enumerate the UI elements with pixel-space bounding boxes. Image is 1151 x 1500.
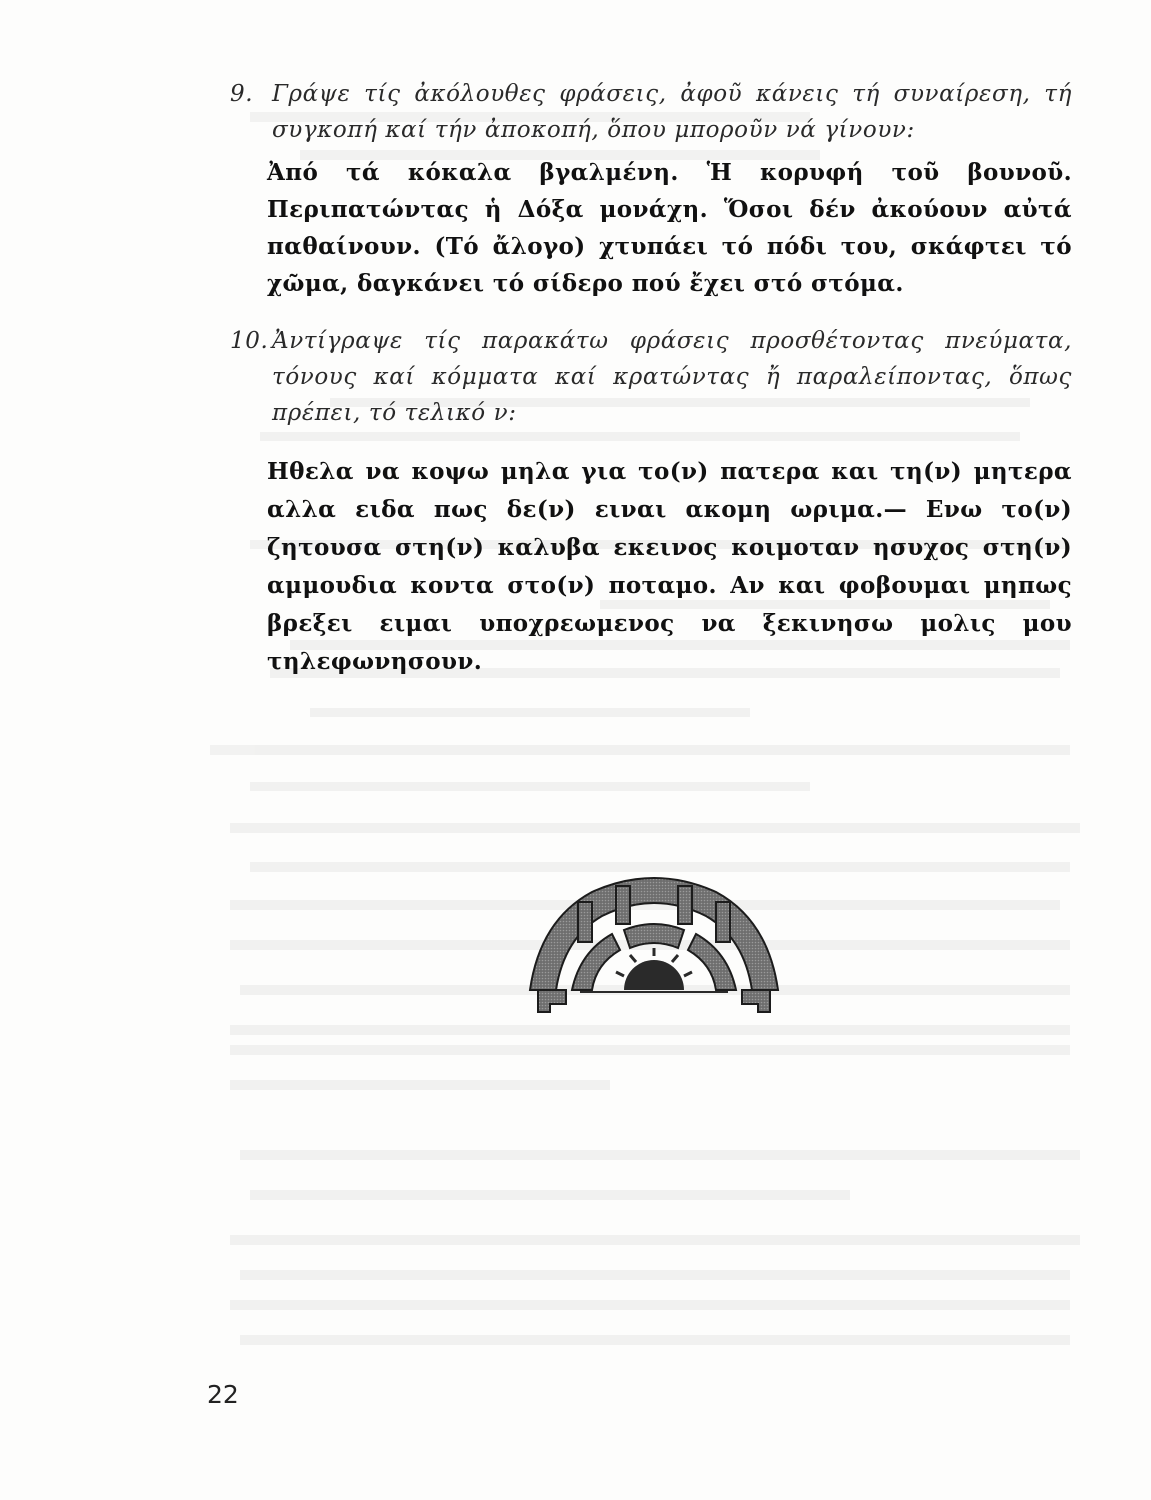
exercise-instruction — [222, 323, 1072, 431]
instruction-text: Γράψε τίς ἀκόλουθες φράσεις, ἀφοῦ κάνεις τή συναίρεση, τή συγκοπή καί τήν ἀποκοπή, ὅπου μποροῦν νά γίνουν: — [272, 81, 1072, 143]
emblem-icon — [520, 872, 788, 1022]
exercise-10 — [222, 323, 1072, 681]
exercise-text: Ἀπό τά κόκαλα βγαλμένη. Ἡ κορυφή τοῦ βουνοῦ. Περιπατώντας ἡ Δόξα μονάχη. Ὅσοι δέν ἀκούουν αὐτά παθαίνουν. (Τό ἄλογο) χτυπάει τό πόδι του, σκάφτει τό χῶμα, δαγκάνει τό σίδερο πού ἔχει στό στόμα. — [267, 159, 1072, 297]
page-number: 22 — [207, 1380, 239, 1409]
instruction-text: Ἀντίγραψε τίς παρακάτω φράσεις προσθέτοντας πνεύματα, τόνους καί κόμματα καί κρατώντας ἤ παραλείποντας, ὅπως πρέπει, τό τελικό ν: — [272, 328, 1072, 426]
exercise-number: 10. — [230, 328, 269, 354]
exercise-9 — [222, 76, 1072, 302]
exercise-number: 9. — [230, 81, 254, 107]
exercise-instruction — [222, 76, 1072, 148]
exercise-text: Ηθελα να κοψω μηλα για το(ν) πατερα και τη(ν) μητερα αλλα ειδα πως δε(ν) ειναι ακομη ωριμα.— Ενω το(ν) ζητουσα στη(ν) καλυβα εκεινος κοιμοταν ησυχος στη(ν) αμμουδια κοντα στο(ν) ποταμο. Αν και φοβουμαι μηπως βρεξει ειμαι υποχρεωμενος να ξεκινησω μολις μου τηλεφωνησουν. — [267, 458, 1072, 675]
